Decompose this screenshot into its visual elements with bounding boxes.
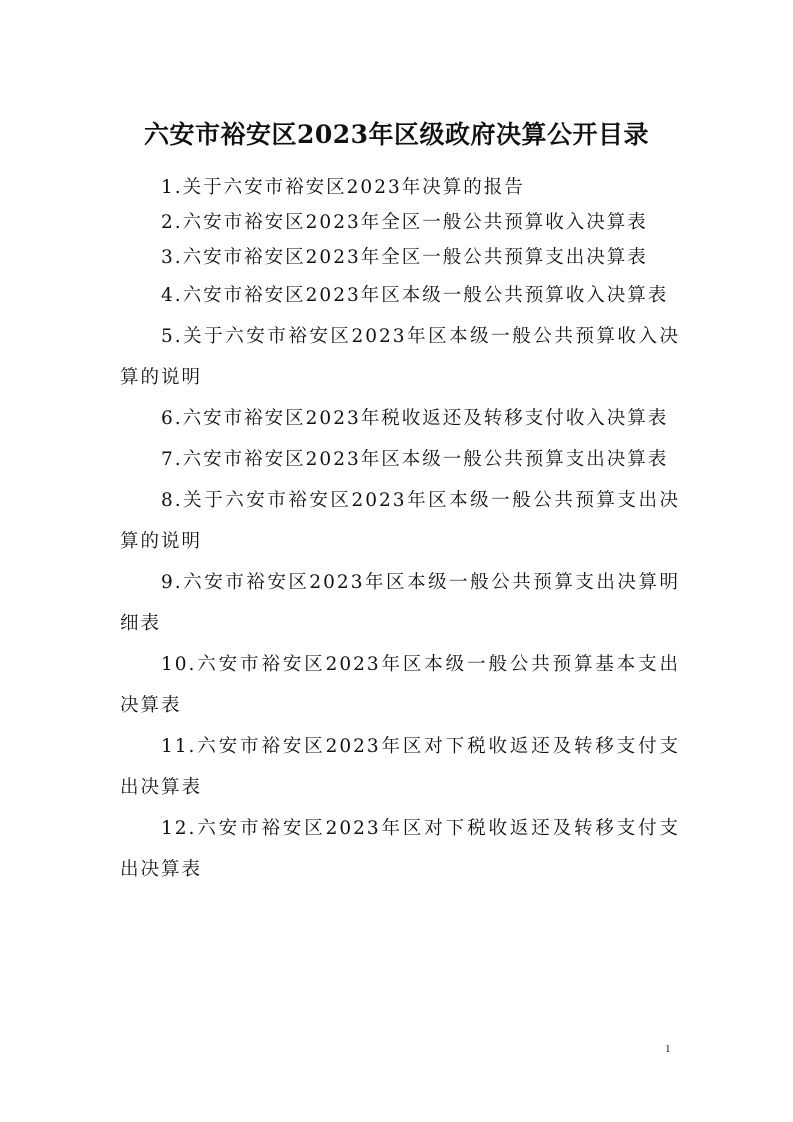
page-title: 六安市裕安区2023年区级政府决算公开目录 — [143, 119, 650, 149]
table-of-contents — [120, 170, 680, 890]
toc-item: 11.六安市裕安区2023年区对下税收返还及转移支付支出决算表 — [120, 736, 680, 798]
toc-item: 1.关于六安市裕安区2023年决算的报告 — [161, 177, 525, 198]
toc-item: 2.六安市裕安区2023年全区一般公共预算收入决算表 — [161, 212, 648, 233]
toc-item: 3.六安市裕安区2023年全区一般公共预算支出决算表 — [161, 247, 648, 268]
toc-item: 8.关于六安市裕安区2023年区本级一般公共预算支出决算的说明 — [120, 490, 680, 552]
toc-item: 5.关于六安市裕安区2023年区本级一般公共预算收入决算的说明 — [120, 326, 680, 388]
toc-item: 7.六安市裕安区2023年区本级一般公共预算支出决算表 — [161, 449, 669, 470]
toc-item: 4.六安市裕安区2023年区本级一般公共预算收入决算表 — [161, 285, 669, 306]
page-number: 1 — [665, 1043, 671, 1055]
toc-item: 6.六安市裕安区2023年税收返还及转移支付收入决算表 — [161, 408, 669, 429]
toc-item: 9.六安市裕安区2023年区本级一般公共预算支出决算明细表 — [120, 572, 680, 634]
toc-item: 10.六安市裕安区2023年区本级一般公共预算基本支出决算表 — [120, 654, 680, 716]
toc-item: 12.六安市裕安区2023年区对下税收返还及转移支付支出决算表 — [120, 818, 680, 880]
